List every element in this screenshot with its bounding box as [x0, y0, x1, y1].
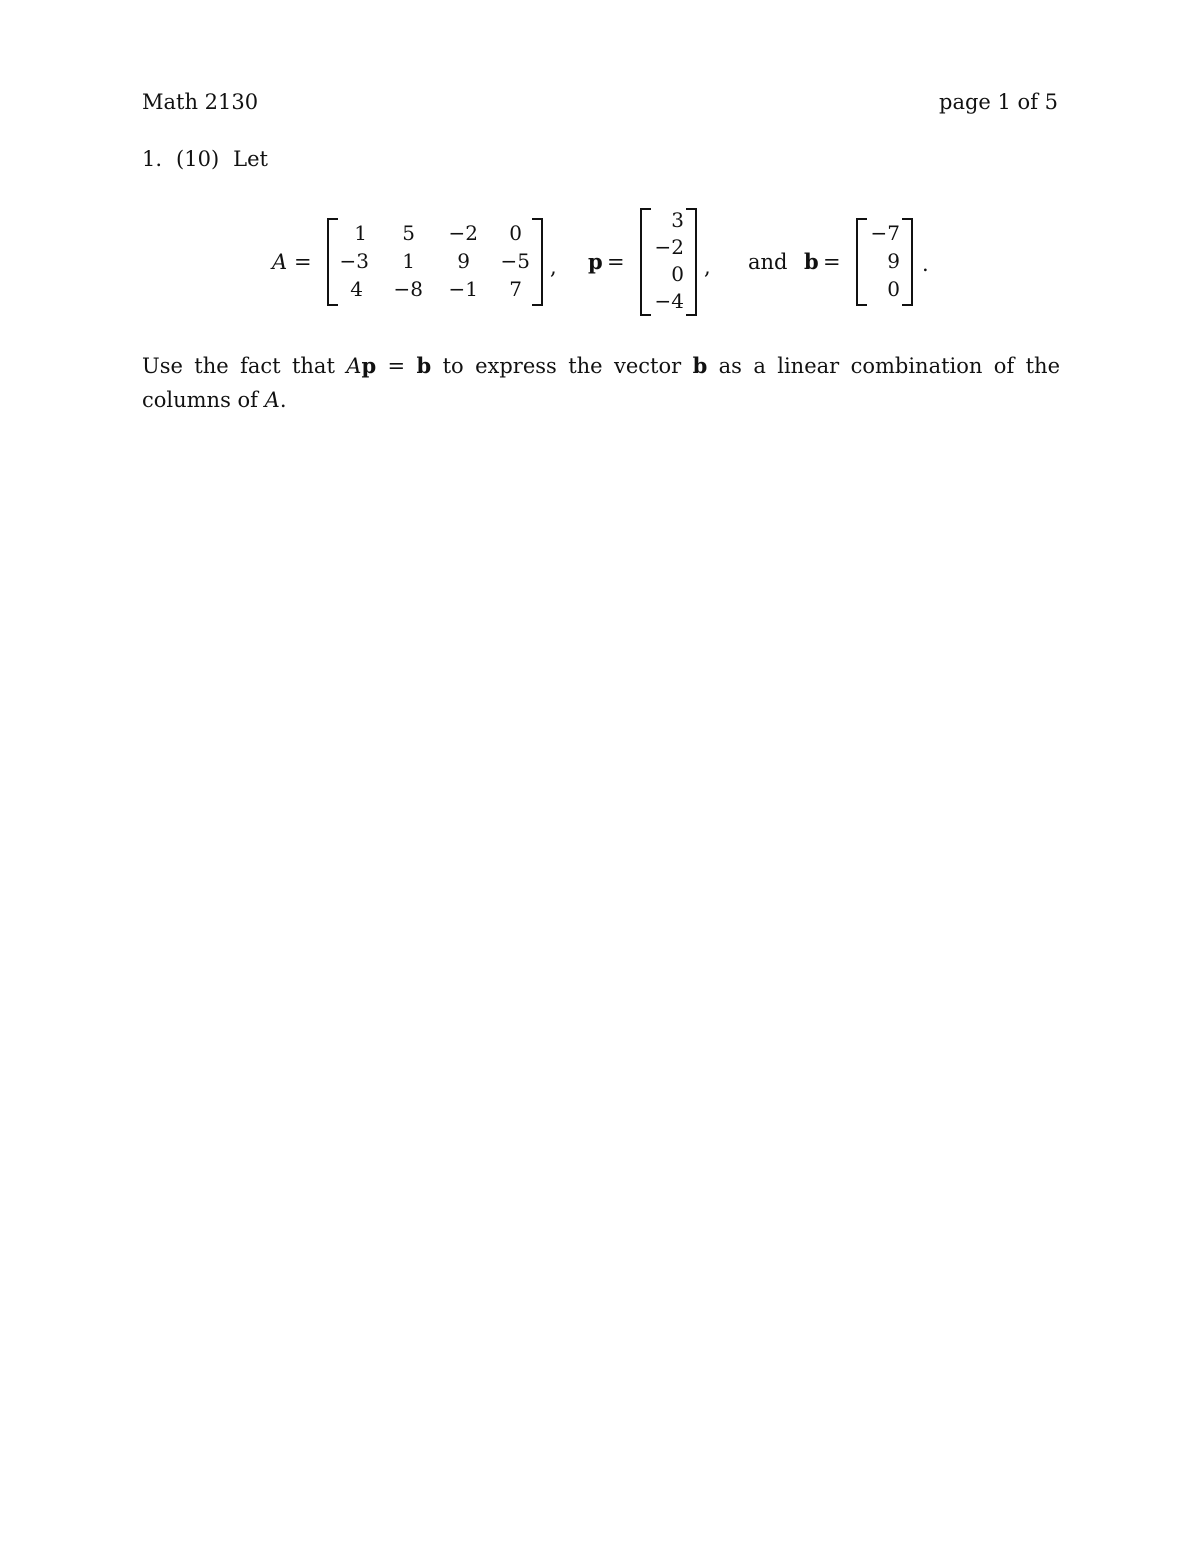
vector-p-cell: −2	[654, 235, 684, 259]
vector-p-label: p	[588, 249, 603, 274]
equals-sign-b: =	[823, 250, 841, 274]
statement-equals: =	[376, 354, 417, 378]
matrix-A-cell: 7	[509, 277, 522, 301]
equals-sign-p: =	[607, 250, 625, 274]
statement-b: b	[416, 353, 432, 378]
matrix-A-cell: −5	[500, 249, 530, 273]
period-after-b: .	[922, 252, 929, 276]
vector-b-cell: −7	[870, 221, 900, 245]
statement-A-end: A	[264, 388, 280, 412]
header-course: Math 2130	[142, 90, 259, 114]
matrix-A-cell: −3	[339, 249, 369, 273]
statement-text-1: Use the fact that	[142, 354, 347, 378]
equals-sign-A: =	[294, 250, 312, 274]
problem-number: 1.	[142, 147, 163, 171]
vector-b-cell: 0	[887, 277, 900, 301]
problem-points: (10)	[176, 147, 220, 171]
matrix-A-cell: 0	[509, 221, 522, 245]
header-page-number: page 1 of 5	[939, 90, 1058, 114]
matrix-A-cell: −8	[393, 277, 423, 301]
matrix-A-right-bracket	[532, 218, 543, 306]
matrix-A-cell: 1	[402, 249, 415, 273]
matrix-A-cell: 9	[457, 249, 470, 273]
equation-row	[0, 205, 1200, 315]
matrix-A-cell: 4	[350, 277, 363, 301]
statement-b-vector: b	[692, 353, 708, 378]
vector-p-cell: 3	[671, 208, 684, 232]
matrix-A-cell: 5	[402, 221, 415, 245]
problem-statement	[142, 349, 1060, 417]
and-word: and	[748, 250, 788, 274]
vector-p-cell: −4	[654, 289, 684, 313]
comma-after-A: ,	[550, 255, 557, 279]
vector-b-cell: 9	[887, 249, 900, 273]
matrix-A-cell: 1	[354, 221, 367, 245]
vector-p-right-bracket	[686, 208, 697, 316]
vector-p-cell: 0	[671, 262, 684, 286]
statement-A: A	[346, 354, 362, 378]
matrix-A-cell: −1	[448, 277, 478, 301]
statement-p: p	[361, 353, 377, 378]
problem-heading	[142, 145, 282, 173]
vector-b-label: b	[804, 249, 819, 274]
matrix-A-cell: −2	[448, 221, 478, 245]
statement-period: .	[279, 388, 287, 412]
vector-b-right-bracket	[902, 218, 913, 306]
statement-text-2: to express the vector	[431, 354, 693, 378]
matrix-A-label: A	[272, 250, 288, 274]
statement-text-3: as a linear combination of the columns of	[142, 354, 1061, 412]
comma-after-p: ,	[704, 255, 711, 279]
problem-intro: Let	[233, 147, 268, 171]
